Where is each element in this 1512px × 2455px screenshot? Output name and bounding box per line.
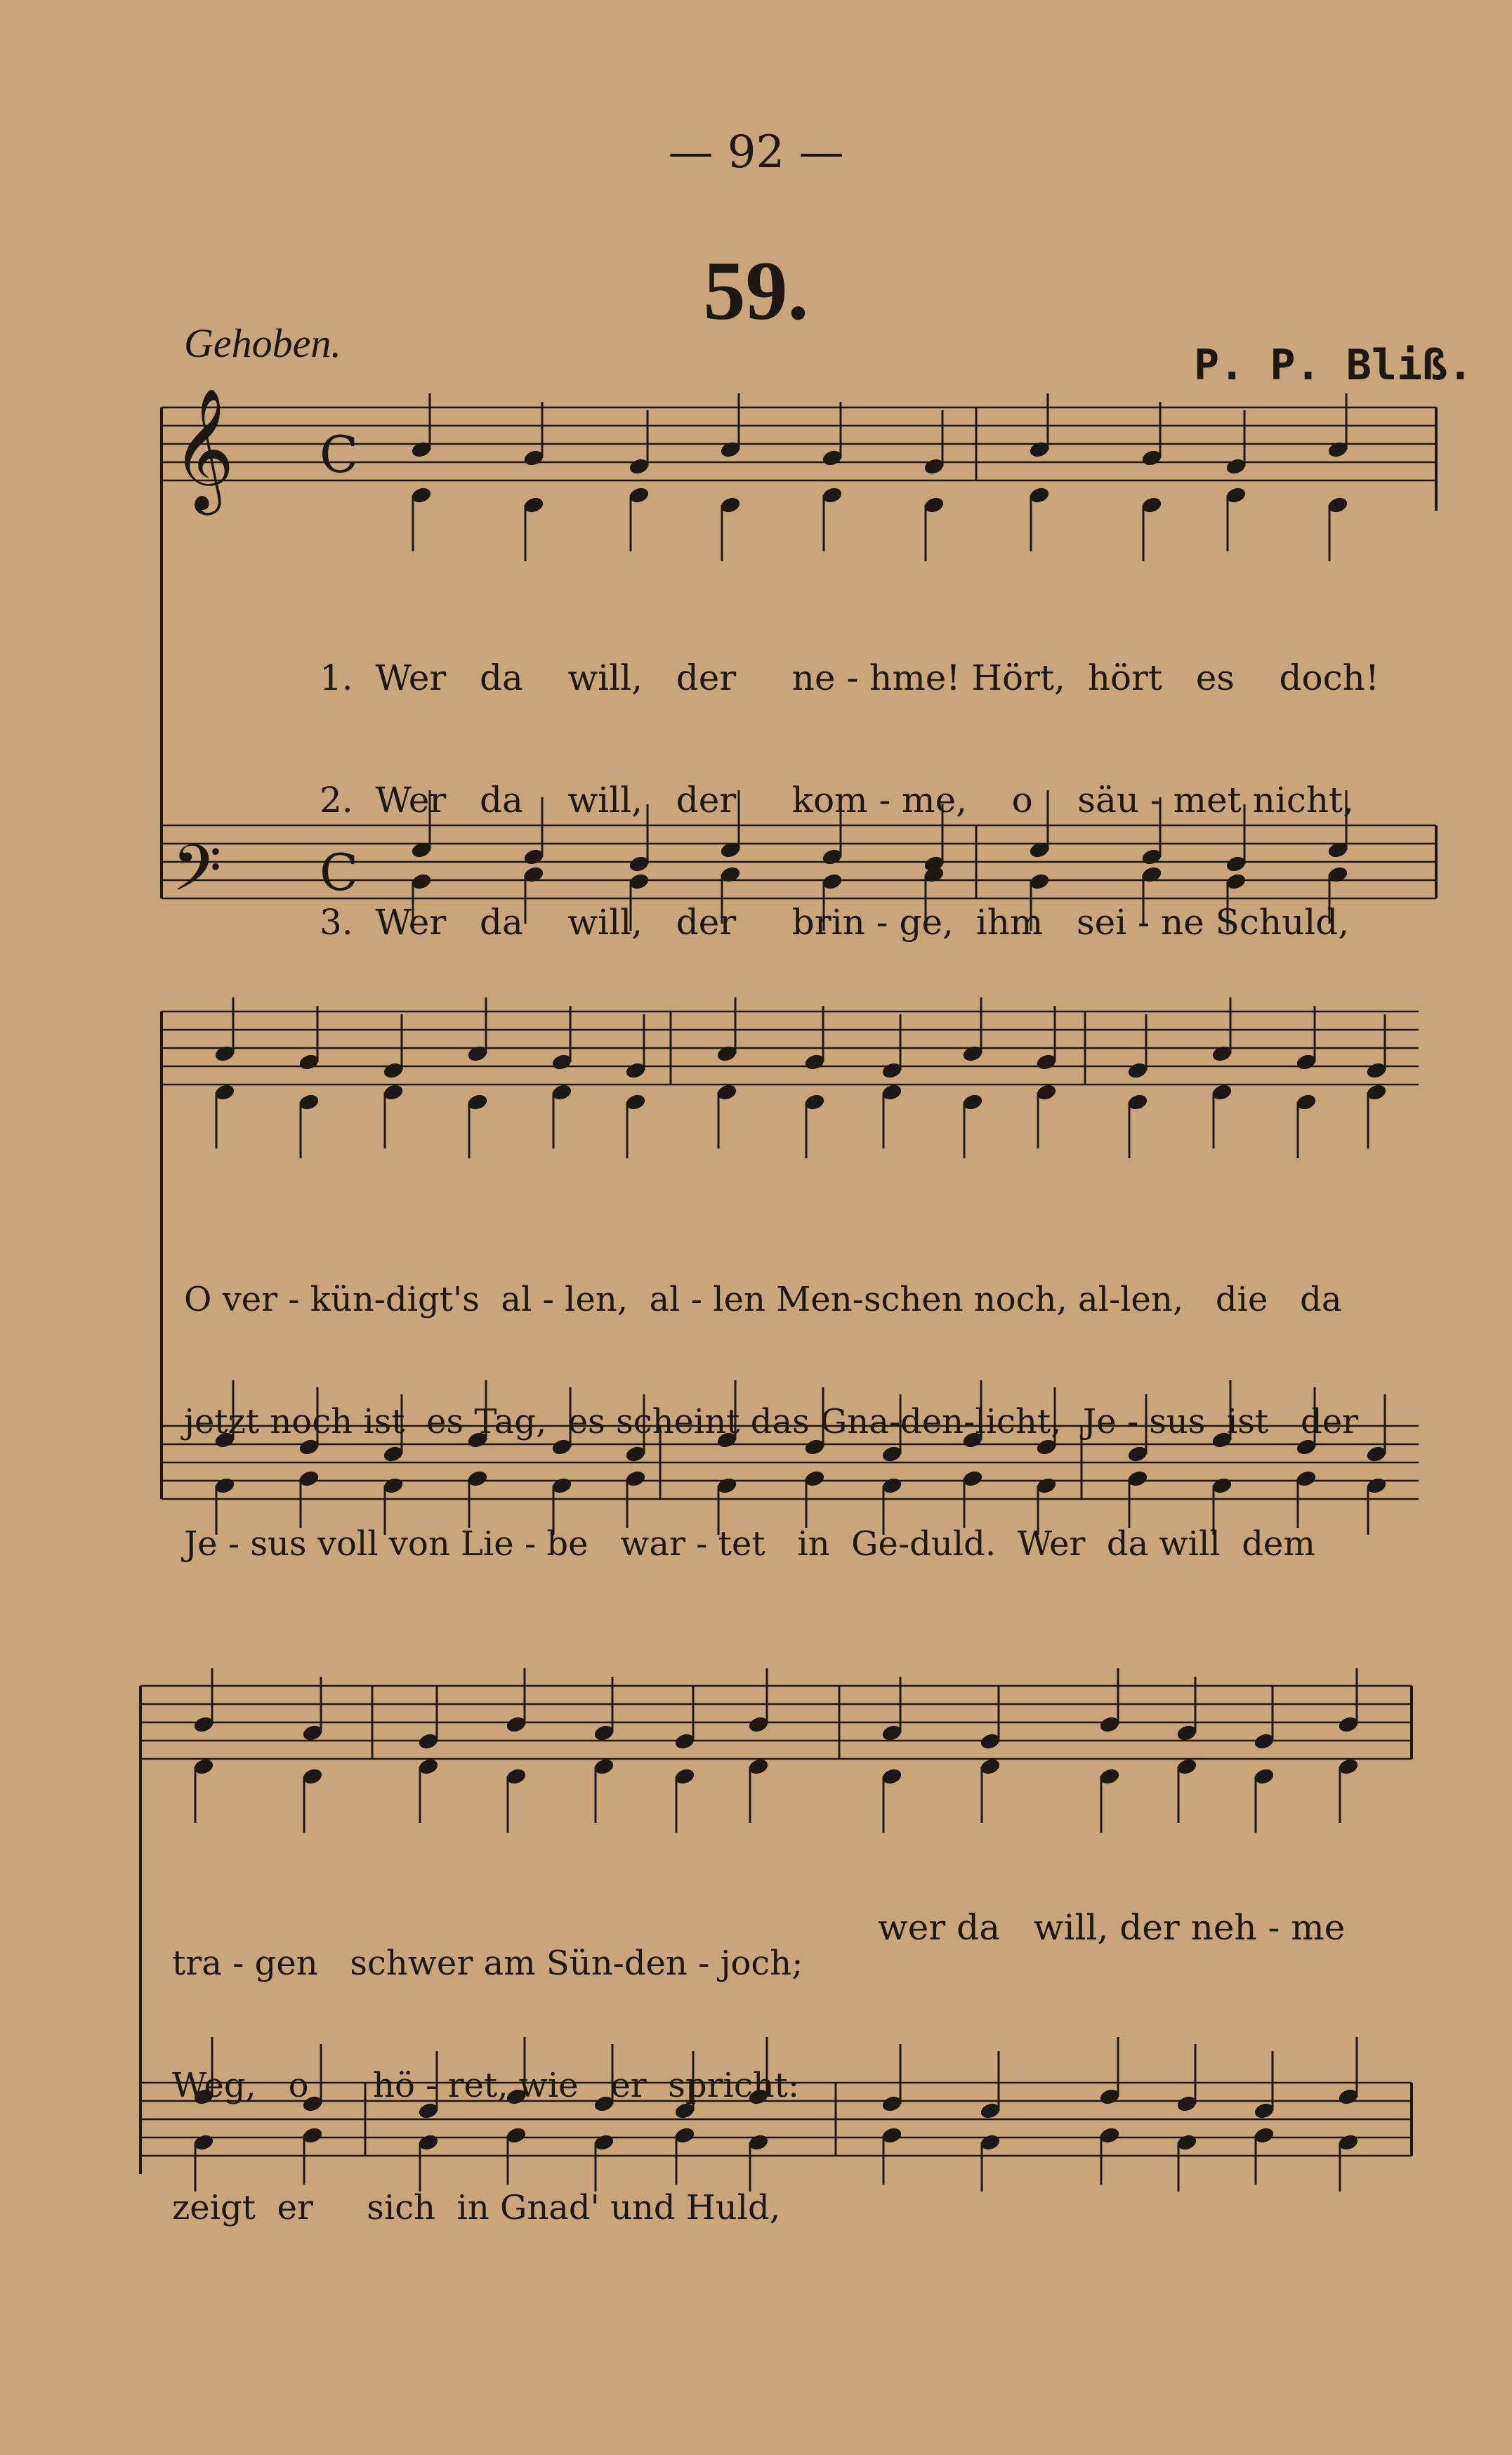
lyric-line: Weg, o hö - ret, wie er spricht: <box>172 2066 800 2105</box>
lyrics-system-3 <box>172 1861 803 2310</box>
refrain-lyric: wer da will, der neh - me <box>878 1907 1346 1948</box>
lyric-line: 1. Wer da will, der ne - hme! Hört, hört es doch! <box>320 657 1379 698</box>
page-number: — 92 — <box>668 126 844 178</box>
music-glyph: 𝄢 <box>172 831 222 921</box>
hymn-number: 59. <box>703 244 809 337</box>
lyrics-system-2 <box>184 1198 1358 1646</box>
lyrics-system-1 <box>320 576 1379 1024</box>
music-glyph: C <box>320 843 359 902</box>
lyric-line: 3. Wer da will, der brin - ge, ihm sei - ne Schuld, <box>320 902 1350 943</box>
music-glyph: 𝄞 <box>172 388 235 510</box>
lyric-line: O ver - kün-digt's al - len, al - len Men-schen noch, al-len, die da <box>184 1280 1342 1319</box>
lyric-line: Je - sus voll von Lie - be war - tet in Ge-duld. Wer da will dem <box>184 1524 1315 1564</box>
music-glyph: C <box>320 425 359 484</box>
lyric-line: tra - gen schwer am Sün-den - joch; <box>172 1944 803 1983</box>
tempo-marking: Gehoben. <box>184 320 341 366</box>
composer-credit: P. P. Bliß. <box>1194 341 1473 390</box>
lyric-line: jetzt noch ist es Tag, es scheint das Gna-den-licht, Je - sus ist der <box>184 1402 1359 1441</box>
lyric-line: zeigt er sich in Gnad' und Huld, <box>172 2188 781 2227</box>
lyric-line: 2. Wer da will, der kom - me, o säu - met nicht, <box>320 780 1355 820</box>
